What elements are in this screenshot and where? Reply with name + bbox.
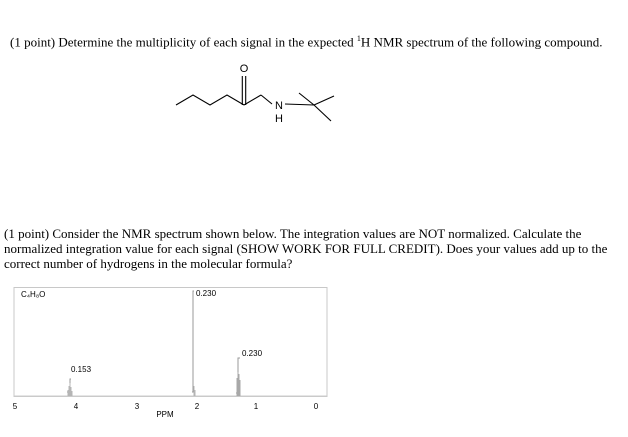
question-2-text: (1 point) Consider the NMR spectrum shown below. The integration values are NOT normalized. Calculate the normalized integration value for each signal (SHOW WORK FOR FULL CREDIT). Does your values add up to the correct number of hydrogens in the molecular formula? (4, 226, 608, 271)
integration-label-2ppm: 0.230 (196, 289, 217, 298)
molecular-formula: C₄H₈O (21, 290, 46, 299)
nitrogen-label: N (275, 100, 283, 112)
alkyl-chain-bonds (176, 95, 244, 105)
integration-curve-2 (192, 291, 194, 392)
integration-label-1ppm: 0.230 (242, 349, 263, 358)
peak-2ppm (194, 386, 195, 396)
n-tbu-bond (285, 104, 314, 105)
nmr-spectrum (0, 286, 628, 437)
question-1-text: (1 point) Determine the multiplicity of each signal in the expected $^1$H NMR spectrum of the following compound. (10, 34, 603, 50)
tick-label-0: 0 (313, 402, 319, 411)
tick-label-5: 5 (12, 402, 18, 411)
spectrum-frame (14, 288, 327, 397)
tbu-methyl-1 (314, 96, 334, 105)
tick-label-2: 2 (194, 402, 200, 411)
ch2-n-bond (261, 95, 272, 104)
x-axis-label: PPM (156, 410, 174, 419)
peak-1ppm (237, 372, 240, 396)
nh-hydrogen-label: H (275, 113, 283, 125)
tbu-methyl-2 (299, 93, 314, 105)
peak-4ppm (68, 383, 72, 396)
tick-label-1: 1 (253, 402, 259, 411)
tbu-methyl-3 (314, 105, 331, 121)
tick-label-4: 4 (73, 402, 79, 411)
alpha-bond (244, 95, 261, 105)
molecule-structure (160, 58, 360, 148)
integration-label-4ppm: 0.153 (71, 365, 92, 374)
tick-label-3: 3 (134, 402, 140, 411)
oxygen-label: O (239, 63, 249, 75)
